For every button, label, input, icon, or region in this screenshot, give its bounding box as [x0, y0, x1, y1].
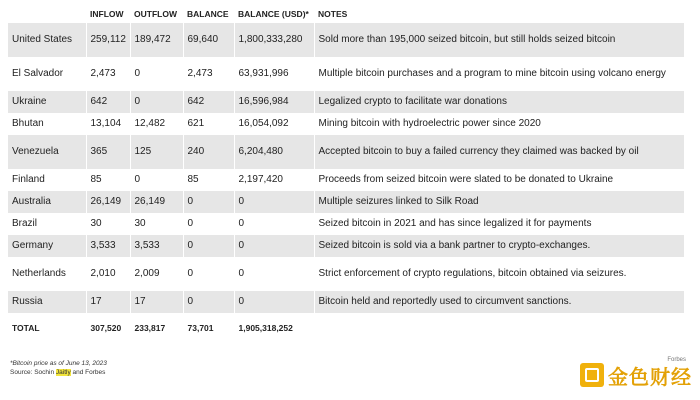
cell-outflow: 17 [130, 291, 183, 313]
cell-inflow: 13,104 [86, 113, 130, 135]
cell-balance: 0 [183, 213, 234, 235]
header-notes: NOTES [318, 9, 348, 19]
header-country [8, 10, 86, 23]
cell-country: Ukraine [8, 91, 86, 113]
cell-notes: Seized bitcoin in 2021 and has since legalized it for payments [314, 213, 684, 235]
cell-country: Australia [8, 191, 86, 213]
source-highlight: Jaitly [55, 368, 71, 376]
cell-balance-usd: 2,197,420 [234, 169, 314, 191]
cell-inflow: 365 [86, 135, 130, 169]
cell-outflow: 0 [130, 91, 183, 113]
cell-country: El Salvador [8, 57, 86, 91]
cell-notes: Seized bitcoin is sold via a bank partner to crypto-exchanges. [314, 235, 684, 257]
cell-outflow: 30 [130, 213, 183, 235]
cell-outflow: 125 [130, 135, 183, 169]
cell-notes: Mining bitcoin with hydroelectric power since 2020 [314, 113, 684, 135]
cell-outflow: 0 [130, 169, 183, 191]
cell-balance-usd: 16,054,092 [234, 113, 314, 135]
forbes-tiny-label: Forbes [667, 357, 686, 363]
cell-country: Finland [8, 169, 86, 191]
table-row [8, 135, 684, 169]
cell-notes: Bitcoin held and reportedly used to circumvent sanctions. [314, 291, 684, 313]
cell-notes: Multiple bitcoin purchases and a program to mine bitcoin using volcano energy [314, 57, 684, 91]
logo-mark-icon [580, 363, 604, 387]
total-balance: 73,701 [183, 313, 234, 339]
cell-balance: 240 [183, 135, 234, 169]
cell-balance-usd: 0 [234, 235, 314, 257]
table-footnote [10, 360, 107, 378]
table-row [8, 169, 684, 191]
cell-country: Venezuela [8, 135, 86, 169]
cell-notes: Sold more than 195,000 seized bitcoin, but still holds seized bitcoin [314, 23, 684, 57]
cell-balance: 85 [183, 169, 234, 191]
cell-outflow: 3,533 [130, 235, 183, 257]
table-header-row [8, 10, 684, 23]
header-outflow: OUTFLOW [134, 9, 177, 19]
cell-inflow: 17 [86, 291, 130, 313]
table-row [8, 91, 684, 113]
cell-balance: 0 [183, 291, 234, 313]
header-balance-usd: BALANCE (USD)* [238, 9, 309, 19]
table-row [8, 113, 684, 135]
cell-balance-usd: 16,596,984 [234, 91, 314, 113]
price-footnote: *Bitcoin price as of June 13, 2023 [10, 360, 107, 367]
cell-outflow: 0 [130, 57, 183, 91]
cell-balance-usd: 0 [234, 213, 314, 235]
total-notes [314, 313, 684, 339]
cell-notes: Accepted bitcoin to buy a failed currency they claimed was backed by oil [314, 135, 684, 169]
holdings-table-container [8, 10, 684, 339]
cell-notes: Legalized crypto to facilitate war donations [314, 91, 684, 113]
cell-balance-usd: 6,204,480 [234, 135, 314, 169]
holdings-table [8, 10, 685, 339]
cell-country: Bhutan [8, 113, 86, 135]
cell-country: United States [8, 23, 86, 57]
cell-balance: 642 [183, 91, 234, 113]
cell-notes: Multiple seizures linked to Silk Road [314, 191, 684, 213]
cell-inflow: 26,149 [86, 191, 130, 213]
table-row [8, 213, 684, 235]
cell-balance-usd: 0 [234, 291, 314, 313]
cell-outflow: 26,149 [130, 191, 183, 213]
cell-balance: 0 [183, 235, 234, 257]
cell-inflow: 259,112 [86, 23, 130, 57]
cell-country: Russia [8, 291, 86, 313]
cell-outflow: 12,482 [130, 113, 183, 135]
cell-inflow: 2,473 [86, 57, 130, 91]
cell-balance: 69,640 [183, 23, 234, 57]
table-row [8, 257, 684, 291]
cell-balance: 0 [183, 191, 234, 213]
cell-notes: Proceeds from seized bitcoin were slated to be donated to Ukraine [314, 169, 684, 191]
cell-outflow: 189,472 [130, 23, 183, 57]
cell-inflow: 30 [86, 213, 130, 235]
total-inflow: 307,520 [86, 313, 130, 339]
watermark-logo [580, 357, 692, 390]
source-line [10, 369, 107, 378]
header-balance: BALANCE [187, 9, 229, 19]
table-row [8, 235, 684, 257]
total-row [8, 313, 684, 339]
cell-country: Germany [8, 235, 86, 257]
cell-inflow: 642 [86, 91, 130, 113]
cell-country: Brazil [8, 213, 86, 235]
cell-inflow: 85 [86, 169, 130, 191]
cell-inflow: 2,010 [86, 257, 130, 291]
total-balance-usd: 1,905,318,252 [234, 313, 314, 339]
header-inflow: INFLOW [90, 9, 124, 19]
table-row [8, 23, 684, 57]
cell-balance-usd: 0 [234, 257, 314, 291]
cell-balance: 621 [183, 113, 234, 135]
source-suffix: and Forbes [70, 368, 106, 376]
source-prefix: Source: Sochin [10, 368, 56, 376]
cell-country: Netherlands [8, 257, 86, 291]
total-label: TOTAL [8, 313, 86, 339]
cell-balance-usd: 63,931,996 [234, 57, 314, 91]
logo-name: 金色财经 [608, 366, 692, 389]
table-row [8, 291, 684, 313]
cell-balance-usd: 1,800,333,280 [234, 23, 314, 57]
cell-balance: 0 [183, 257, 234, 291]
total-outflow: 233,817 [130, 313, 183, 339]
table-row [8, 191, 684, 213]
cell-balance-usd: 0 [234, 191, 314, 213]
cell-notes: Strict enforcement of crypto regulations, bitcoin obtained via seizures. [314, 257, 684, 291]
cell-inflow: 3,533 [86, 235, 130, 257]
table-row [8, 57, 684, 91]
cell-balance: 2,473 [183, 57, 234, 91]
cell-outflow: 2,009 [130, 257, 183, 291]
